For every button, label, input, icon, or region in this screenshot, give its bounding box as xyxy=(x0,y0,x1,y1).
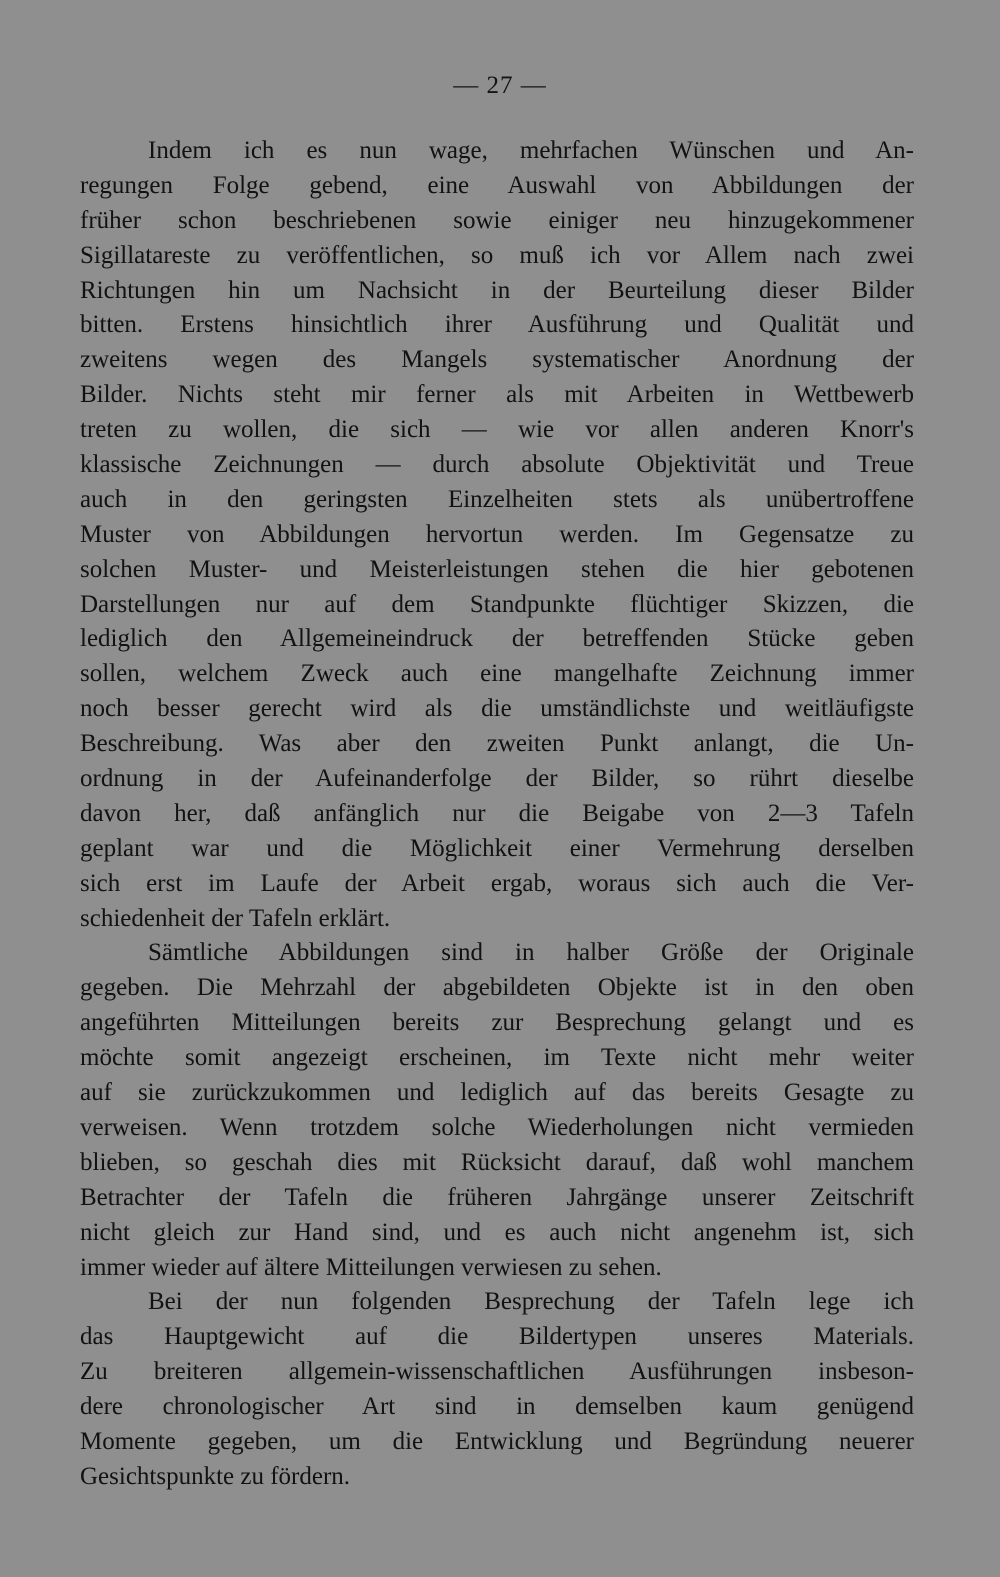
body-text xyxy=(80,134,914,1495)
text-line: regungen Folge gebend, eine Auswahl von Abbildungen der xyxy=(80,171,914,199)
paragraph xyxy=(80,936,914,1285)
text-line: früher schon beschriebenen sowie einiger neu hinzugekommener xyxy=(80,206,914,234)
text-line: dere chronologischer Art sind in demselben kaum genügend xyxy=(80,1393,914,1421)
text-line: das Hauptgewicht auf die Bildertypen unseres Materials. xyxy=(80,1323,914,1351)
page-number: — 27 — xyxy=(453,72,547,99)
text-line: Bei der nun folgenden Besprechung der Tafeln lege ich xyxy=(148,1288,914,1316)
text-line: Gesichtspunkte zu fördern. xyxy=(80,1462,351,1490)
text-line: auf sie zurückzukommen und lediglich auf das bereits Gesagte zu xyxy=(80,1079,914,1107)
text-line: bitten. Erstens hinsichtlich ihrer Ausführung und Qualität und xyxy=(80,311,914,339)
text-line: Sämtliche Abbildungen sind in halber Größe der Originale xyxy=(148,939,914,967)
text-line: immer wieder auf ältere Mitteilungen verwiesen zu sehen. xyxy=(80,1253,662,1281)
text-line: blieben, so geschah dies mit Rücksicht darauf, daß wohl manchem xyxy=(80,1148,914,1176)
text-line: angeführten Mitteilungen bereits zur Besprechung gelangt und es xyxy=(80,1009,914,1037)
text-line: Beschreibung. Was aber den zweiten Punkt anlangt, die Un- xyxy=(80,730,914,758)
paragraph xyxy=(80,1285,914,1494)
text-line: Muster von Abbildungen hervortun werden. Im Gegensatze zu xyxy=(80,520,914,548)
text-line: Richtungen hin um Nachsicht in der Beurteilung dieser Bilder xyxy=(80,276,914,304)
text-line: davon her, daß anfänglich nur die Beigabe von 2—3 Tafeln xyxy=(80,799,914,827)
text-line: gegeben. Die Mehrzahl der abgebildeten Objekte ist in den oben xyxy=(80,974,914,1002)
text-line: noch besser gerecht wird als die umständlichste und weitläufigste xyxy=(80,695,914,723)
text-line: verweisen. Wenn trotzdem solche Wiederholungen nicht vermieden xyxy=(80,1113,914,1141)
text-line: zweitens wegen des Mangels systematischer Anordnung der xyxy=(80,346,914,374)
text-line: Bilder. Nichts steht mir ferner als mit Arbeiten in Wettbewerb xyxy=(80,381,914,409)
text-line: auch in den geringsten Einzelheiten stets als unübertroffene xyxy=(80,485,914,513)
text-line: treten zu wollen, die sich — wie vor allen anderen Knorr's xyxy=(80,416,914,444)
text-line: Momente gegeben, um die Entwicklung und Begründung neuerer xyxy=(80,1427,914,1455)
text-line: Betrachter der Tafeln die früheren Jahrgänge unserer Zeitschrift xyxy=(80,1183,914,1211)
paragraph xyxy=(80,134,914,936)
text-line: Sigillatareste zu veröffentlichen, so muß ich vor Allem nach zwei xyxy=(80,241,914,269)
text-line: klassische Zeichnungen — durch absolute Objektivität und Treue xyxy=(80,451,914,479)
text-line: geplant war und die Möglichkeit einer Vermehrung derselben xyxy=(80,834,914,862)
text-line: lediglich den Allgemeineindruck der betreffenden Stücke geben xyxy=(80,625,914,653)
text-line: Darstellungen nur auf dem Standpunkte flüchtiger Skizzen, die xyxy=(80,590,914,618)
text-line: sollen, welchem Zweck auch eine mangelhafte Zeichnung immer xyxy=(80,660,914,688)
text-line: möchte somit angezeigt erscheinen, im Texte nicht mehr weiter xyxy=(80,1044,914,1072)
text-line: ordnung in der Aufeinanderfolge der Bilder, so rührt dieselbe xyxy=(80,765,914,793)
text-line: sich erst im Laufe der Arbeit ergab, woraus sich auch die Ver- xyxy=(80,869,914,897)
text-line: solchen Muster- und Meisterleistungen stehen die hier gebotenen xyxy=(80,555,914,583)
text-line: Indem ich es nun wage, mehrfachen Wünschen und An- xyxy=(148,137,914,164)
text-line: nicht gleich zur Hand sind, und es auch nicht angenehm ist, sich xyxy=(80,1218,914,1246)
text-line: Zu breiteren allgemein-wissenschaftlichen Ausführungen insbeson- xyxy=(80,1358,914,1386)
text-line: schiedenheit der Tafeln erklärt. xyxy=(80,904,391,932)
